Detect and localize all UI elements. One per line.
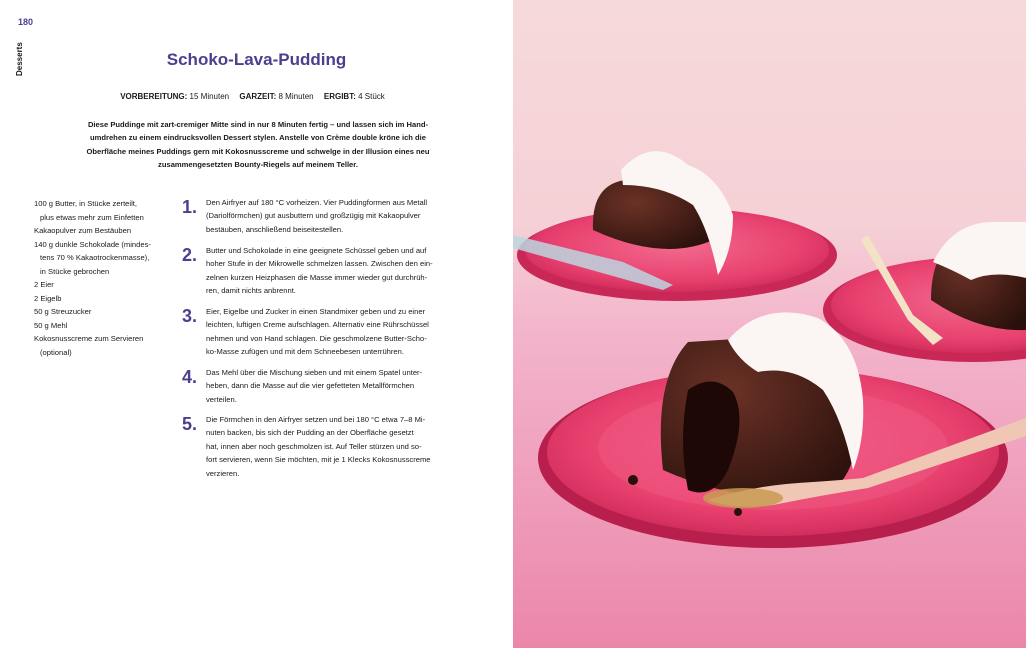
step-number: 5. [182, 414, 198, 434]
section-label: Desserts [15, 42, 24, 76]
step-line: (Dariolförmchen) gut ausbuttern und großzügig mit Kakaopulver [206, 211, 421, 221]
intro-line: Oberfläche meines Puddings gern mit Kokosnusscreme und schwelge in der Illusion eines neu [86, 146, 430, 156]
method-steps [182, 196, 472, 480]
step-line: hoher Stufe in der Mikrowelle schmelzen lassen. Zwischen den ein- [206, 259, 433, 269]
intro-line: umdrehen zu einem eindrucksvollen Dessert stylen. Anstelle von Crème double kröne ich die [89, 133, 427, 143]
lava-pudding-photo [513, 0, 1026, 648]
yield-value: 4 Stück [358, 92, 385, 101]
step-line: hat, innen aber noch geschmolzen ist. Auf Teller stürzen und so- [206, 441, 422, 451]
ingredient-line: 50 g Streuzucker [34, 307, 92, 316]
page-number: 180 [18, 17, 34, 27]
intro-line: Diese Puddinge mit zart-cremiger Mitte sind in nur 8 Minuten fertig – und lassen sich im Hand- [87, 120, 429, 129]
step-line: ko-Masse zufügen und mit dem Schneebesen unterrühren. [206, 347, 404, 357]
ingredient-line: Kakaopulver zum Bestäuben [34, 226, 132, 235]
ingredient-line: plus etwas mehr zum Einfetten [40, 212, 144, 222]
cook-label: GARZEIT: [239, 92, 277, 101]
ingredient-line: Kokosnusscreme zum Servieren [34, 334, 144, 343]
step-line: verzieren. [206, 468, 240, 478]
step-2 [182, 244, 472, 305]
step-line: Das Mehl über die Mischung sieben und mit einem Spatel unter- [206, 368, 423, 377]
ingredient-line: 140 g dunkle Schokolade (mindes- [34, 239, 151, 249]
step-5 [182, 413, 472, 480]
ingredient-line: 100 g Butter, in Stücke zerteilt, [34, 199, 137, 208]
step-1 [182, 196, 472, 244]
dessert-photo [513, 0, 1026, 648]
step-line: Die Förmchen in den Airfryer setzen und bei 180 °C etwa 7–8 Mi- [206, 415, 426, 424]
recipe-meta [0, 92, 513, 101]
step-line: verteilen. [206, 394, 237, 404]
yield-label: ERGIBT: [323, 92, 356, 101]
ingredient-line: in Stücke gebrochen [40, 266, 110, 276]
step-line: Eier, Eigelbe und Zucker in einen Standmixer geben und zu einer [206, 307, 426, 316]
step-number: 4. [182, 367, 198, 387]
cook-value: 8 Minuten [278, 92, 314, 101]
ingredient-line: 50 g Mehl [34, 320, 68, 330]
step-line: fort servieren, wenn Sie möchten, mit je 1 Klecks Kokosnusscreme [206, 455, 431, 465]
step-number: 1. [182, 197, 198, 217]
ingredients-list [34, 197, 174, 359]
step-line: nehmen und von Hand schlagen. Die geschmolzene Butter-Scho- [206, 333, 427, 343]
step-number: 3. [182, 306, 198, 326]
ingredient-line: 2 Eigelb [34, 293, 62, 303]
step-line: Den Airfryer auf 180 °C vorheizen. Vier Puddingformen aus Metall [206, 198, 428, 207]
prep-label: VORBEREITUNG: [120, 92, 188, 101]
ingredient-line: 2 Eier [34, 280, 54, 289]
step-3 [182, 305, 472, 366]
ingredient-line: tens 70 % Kakaotrockenmasse), [40, 253, 150, 262]
ingredient-line: (optional) [40, 347, 72, 357]
step-line: nuten backen, bis sich der Pudding an der Oberfläche gesetzt [206, 428, 414, 438]
recipe-intro [58, 118, 458, 172]
step-line: heben, dann die Masse auf die vier gefetteten Metallförmchen [206, 381, 415, 391]
step-4 [182, 366, 472, 413]
step-line: zelnen kurzen Heizphasen die Masse immer wieder gut durchrüh- [206, 272, 428, 282]
intro-line: zusammengesetzten Bounty-Riegels auf meinem Teller. [158, 160, 358, 170]
step-line: leichten, luftigen Creme aufschlagen. Alternativ eine Rührschüssel [206, 320, 429, 330]
prep-value: 15 Minuten [189, 92, 230, 101]
step-number: 2. [182, 245, 198, 265]
step-line: Butter und Schokolade in eine geeignete Schüssel geben und auf [206, 246, 427, 255]
recipe-title: Schoko-Lava-Pudding [166, 50, 347, 69]
step-line: bestäuben, anschließend beiseitestellen. [206, 224, 344, 234]
step-line: ren, damit nichts anbrennt. [206, 286, 296, 296]
